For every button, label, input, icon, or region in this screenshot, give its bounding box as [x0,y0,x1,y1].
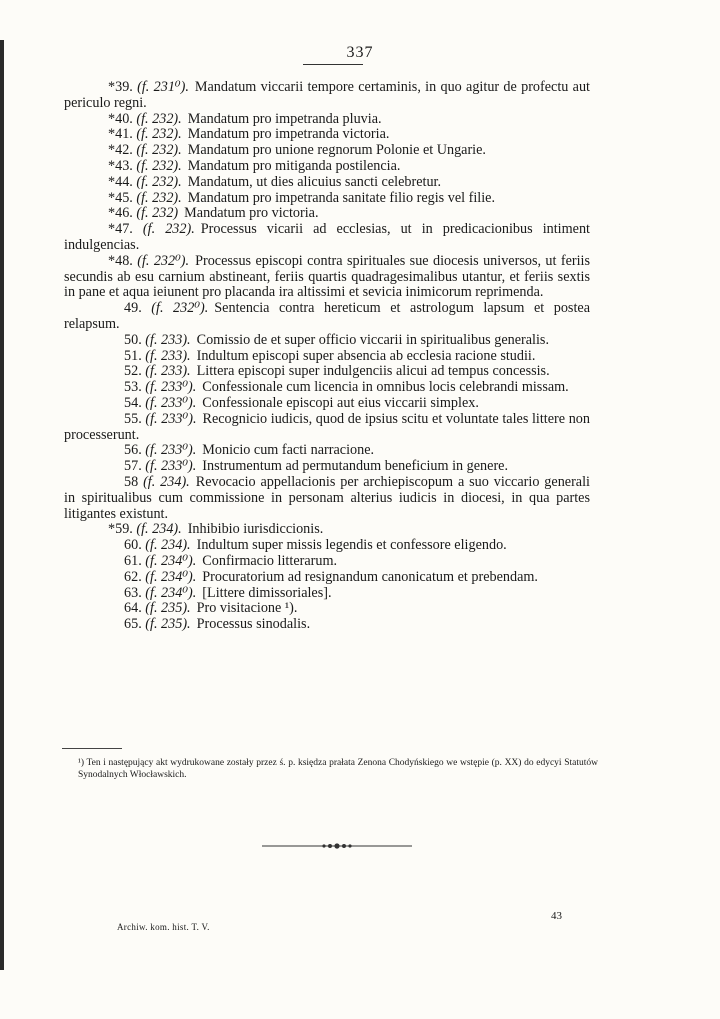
entry-folio: (f. 234⁰). [145,552,197,569]
entry-item [64,333,590,349]
entry-number: *47. [108,221,133,238]
entry-folio: (f. 233⁰). [145,394,197,411]
entry-item [64,443,590,459]
entry-number: 62. [124,568,142,585]
entry-item [64,570,590,586]
entry-number: 55. [124,410,142,427]
entry-folio: (f. 234). [136,521,182,538]
entry-item [64,127,590,143]
entry-number: 58 [124,473,139,490]
entry-text: Inhibibio iurisdiccionis. [187,521,324,538]
entry-number: *48. [108,252,133,269]
entry-number: 50. [124,331,142,348]
entry-number: 51. [124,347,142,364]
entry-folio: (f. 232). [142,221,195,238]
entry-text: Indultum episcopi super absencia ab ecclesia racione studii. [196,347,536,364]
entry-number: 49. [124,300,142,317]
entry-text: Indultum super missis legendis et confessore eligendo. [196,537,507,554]
entry-folio: (f. 232⁰). [151,300,209,317]
entry-folio: (f. 233). [145,347,191,364]
entry-folio: (f. 232) [136,205,179,222]
entry-item [64,586,590,602]
entry-text: Mandatum pro impetranda pluvia. [187,110,382,127]
entry-folio: (f. 231⁰). [137,79,189,95]
entry-folio: (f. 232⁰). [137,252,190,269]
entry-item [64,80,590,112]
entry-number: 57. [124,458,142,475]
entry-text: Processus episcopi contra spirituales sue diocesis universos, ut feriis secundis ab esu carnium abstineant, feriis quartis quadragesimalibus utantur, et feriis sextis in pane et aqua ieiunent pro placanda ira altissimi et sevicia inimicorum reprimenda. [64,252,590,301]
entry-item [64,380,590,396]
entry-text: Pro visitacione ¹). [196,600,298,617]
entry-number: 56. [124,442,142,459]
entry-number: 60. [124,537,142,554]
entry-number: 65. [124,616,142,633]
entry-item [64,206,590,222]
entry-item [64,412,590,444]
entry-item [64,475,590,522]
entry-folio: (f. 233⁰). [145,410,197,427]
entry-list [64,80,590,633]
entry-number: 54. [124,394,142,411]
entry-item [64,222,590,254]
entry-text: [Littere dimissoriales]. [202,584,332,601]
entry-item [64,143,590,159]
entry-number: *42. [108,142,133,159]
entry-text: Recognicio iudicis, quod de ipsius scitu et voluntate tales littere non processerunt. [64,410,590,443]
entry-item [64,601,590,617]
entry-folio: (f. 233⁰). [145,442,197,459]
entry-text: Processus sinodalis. [196,616,311,633]
footnote-rule [62,748,122,749]
entry-text: Monicio cum facti narracione. [202,442,375,459]
entry-text: Mandatum pro impetranda victoria. [187,126,390,143]
entry-folio: (f. 232). [136,173,182,190]
entry-number: *40. [108,110,133,127]
entry-item [64,617,590,633]
page-edge [0,40,4,970]
entry-item [64,112,590,128]
entry-number: *41. [108,126,133,143]
entry-folio: (f. 234⁰). [145,584,197,601]
entry-item [64,554,590,570]
entry-text: Mandatum pro unione regnorum Polonie et Ungarie. [187,142,486,159]
entry-text: Sentencia contra hereticum et astrologum lapsum et postea relapsum. [64,300,590,332]
entry-folio: (f. 234⁰). [145,568,197,585]
entry-folio: (f. 232). [136,126,182,143]
entry-number: *59. [108,521,133,538]
signature-line: Archiw. kom. hist. T. V. [117,922,210,932]
entry-number: *43. [108,157,133,174]
entry-item [64,254,590,301]
entry-text: Mandatum viccarii tempore certaminis, in quo agitur de profectu aut periculo regni. [64,79,590,111]
entry-item [64,191,590,207]
entry-text: Mandatum, ut dies alicuius sancti celebretur. [187,173,442,190]
entry-text: Mandatum pro impetranda sanitate filio regis vel filie. [187,189,496,206]
entry-folio: (f. 234). [143,473,190,490]
entry-item [64,301,590,333]
entry-number: 63. [124,584,142,601]
entry-text: Comissio de et super officio viccarii in spiritualibus generalis. [196,331,549,348]
entry-folio: (f. 233). [145,363,191,380]
entry-folio: (f. 232). [136,142,182,159]
entry-item [64,459,590,475]
entry-text: Mandatum pro mitiganda postilencia. [187,157,401,174]
sheet-number: 43 [551,910,562,922]
entry-text: Mandatum pro victoria. [184,205,319,222]
entry-text: Confessionale cum licencia in omnibus locis celebrandi missam. [202,379,569,396]
entry-folio: (f. 232). [136,189,182,206]
entry-number: 64. [124,600,142,617]
entry-folio: (f. 233⁰). [145,379,197,396]
entry-text: Confessionale episcopi aut eius viccarii simplex. [202,394,479,411]
entry-item [64,159,590,175]
ornament-divider [262,840,412,852]
entry-folio: (f. 235). [145,616,191,633]
entry-item [64,364,590,380]
entry-number: 53. [124,379,142,396]
entry-number: *44. [108,173,133,190]
entry-text: Revocacio appellacionis per archiepiscopum a suo viccario generali in spiritualibus cum commissione in personam alterius iudicis in diocesi, in qua partes litigantes existunt. [64,473,590,522]
entry-number: *45. [108,189,133,206]
entry-folio: (f. 233⁰). [145,458,197,475]
entry-item [64,175,590,191]
entry-item [64,538,590,554]
entry-text: Procuratorium ad resignandum canonicatum et prebendam. [202,568,538,585]
entry-text: Confirmacio litterarum. [202,552,338,569]
page-number: 337 [346,44,374,61]
entry-folio: (f. 232). [136,157,182,174]
entry-text: Littera episcopi super indulgenciis alicui ad tempus concessis. [196,363,550,380]
entry-folio: (f. 234). [145,537,191,554]
entry-number: *46. [108,205,133,222]
entry-number: 61. [124,552,142,569]
entry-folio: (f. 235). [145,600,191,617]
page-number-rule [303,64,363,65]
entry-item [64,396,590,412]
entry-folio: (f. 232). [136,110,182,127]
entry-number: *39. [108,79,133,95]
entry-folio: (f. 233). [145,331,191,348]
footnote: ¹) Ten i następujący akt wydrukowane zostały przez ś. p. księdza prałata Zenona Chodyńskiego we wstępie (p. XX) do edycyi Statutów Synodalnych Włocławskich. [78,758,598,780]
entry-number: 52. [124,363,142,380]
entry-item [64,522,590,538]
entry-text: Instrumentum ad permutandum beneficium in genere. [202,458,509,475]
entry-item [64,349,590,365]
entry-text: Processus vicarii ad ecclesias, ut in predicacionibus intiment indulgencias. [64,221,590,253]
